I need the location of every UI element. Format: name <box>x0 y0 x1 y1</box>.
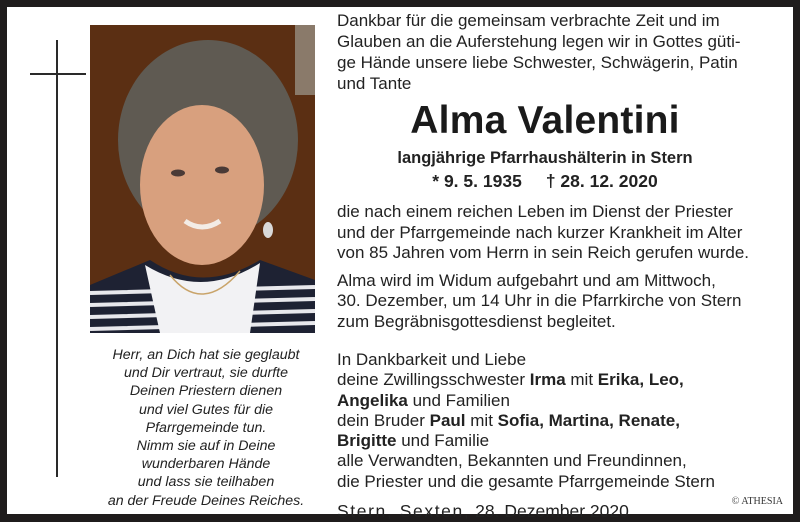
mourners-list <box>337 350 753 492</box>
family-names: Sofia, Martina, Renate, <box>497 410 680 430</box>
paragraph-line: 30. Dezember, um 14 Uhr in die Pfarrkirche von Stern <box>337 291 742 310</box>
intro-line: und Tante <box>337 74 412 93</box>
family-line: die Priester und die gesamte Pfarrgemeinde Stern <box>337 471 715 491</box>
intro-line: Glauben an die Auferstehung legen wir in Gottes güti- <box>337 32 741 51</box>
family-text: dein Bruder <box>337 410 430 430</box>
paragraph-line: von 85 Jahren vom Herrn in sein Reich gerufen wurde. <box>337 243 749 262</box>
death-date: † 28. 12. 2020 <box>545 171 658 191</box>
place: Stern, Sexten, <box>337 501 471 522</box>
family-names: Angelika <box>337 390 408 410</box>
copyright-notice: © ATHESIA <box>731 496 783 507</box>
verse-line: Herr, an Dich hat sie geglaubt <box>112 347 300 363</box>
family-text: mit <box>565 370 598 390</box>
family-line <box>337 411 753 431</box>
funeral-paragraph <box>337 271 753 333</box>
life-paragraph <box>337 202 753 264</box>
verse-line: wunderbaren Hände <box>141 456 271 473</box>
paragraph-line: die nach einem reichen Leben im Dienst der Priester <box>337 202 733 221</box>
verse-line: Deinen Priestern dienen <box>129 383 283 400</box>
verse-line: Nimm sie auf in Deine <box>136 438 276 455</box>
verse-line: und viel Gutes für die <box>138 401 274 418</box>
cross-icon-vertical <box>56 40 58 477</box>
family-name: Irma <box>529 370 566 390</box>
verse-line: Pfarrgemeinde tun. <box>145 419 267 436</box>
family-text: und Familie <box>396 431 490 451</box>
intro-line: Dankbar für die gemeinsam verbrachte Zeit und im <box>337 11 720 30</box>
birth-date: * 9. 5. 1935 <box>432 171 522 191</box>
obituary-text <box>337 10 753 522</box>
family-name: Paul <box>429 410 466 430</box>
family-line <box>337 391 753 411</box>
family-text: und Familien <box>407 390 510 410</box>
verse-line: an der Freude Deines Reiches. <box>107 492 305 509</box>
deceased-name: Alma Valentini <box>410 99 680 142</box>
family-heading: In Dankbarkeit und Liebe <box>337 350 527 369</box>
family-line <box>337 431 753 451</box>
family-names: Brigitte <box>337 431 397 451</box>
paragraph-line: zum Begräbnisgottesdienst begleitet. <box>337 311 616 331</box>
verse <box>82 346 330 510</box>
family-text: deine Zwillingsschwester <box>337 370 530 390</box>
verse-line: und Dir vertraut, sie durfte <box>123 365 288 382</box>
deceased-role: langjährige Pfarrhaushälterin in Stern <box>397 149 693 167</box>
life-dates <box>337 169 753 193</box>
family-line: alle Verwandten, Bekannten und Freundinnen, <box>337 451 687 471</box>
date: 28. Dezember 2020 <box>470 501 629 522</box>
portrait-photo <box>90 25 315 333</box>
place-date <box>337 500 753 522</box>
paragraph-line: und der Pfarrgemeinde nach kurzer Krankheit im Alter <box>337 222 743 242</box>
cross-icon-horizontal <box>30 73 86 75</box>
family-text: mit <box>465 410 498 430</box>
family-line <box>337 370 753 390</box>
intro-line: ge Hände unsere liebe Schwester, Schwägerin, Patin <box>337 53 738 72</box>
verse-line: und lass sie teilhaben <box>137 474 275 491</box>
family-names: Erika, Leo, <box>597 370 684 390</box>
intro-text <box>337 10 753 94</box>
paragraph-line: Alma wird im Widum aufgebahrt und am Mittwoch, <box>337 270 716 290</box>
